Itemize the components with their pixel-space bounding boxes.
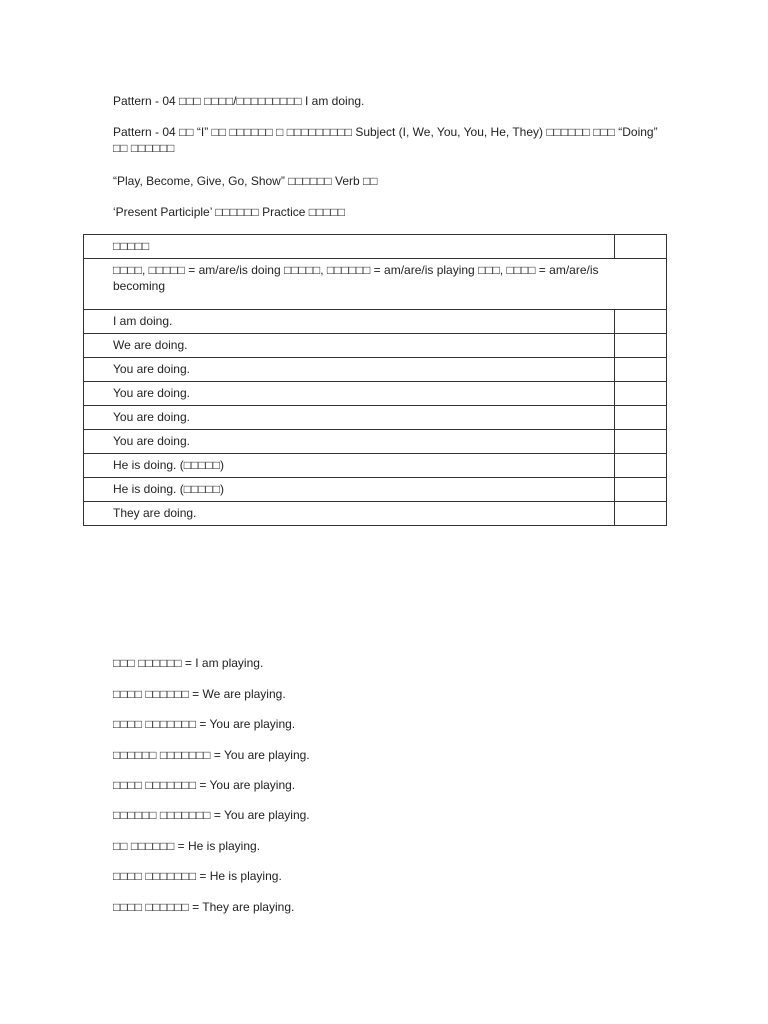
table-row xyxy=(84,430,667,454)
table-row xyxy=(84,502,667,526)
table-side-cell xyxy=(615,454,667,478)
table-row xyxy=(84,454,667,478)
table-side-cell xyxy=(615,310,667,334)
table-example-cell: □□□□, □□□□□ = am/are/is doing □□□□□, □□□□□□ = am/are/is playing □□□, □□□□ = am/are/is becoming xyxy=(84,259,667,310)
table-cell: I am doing. xyxy=(84,310,615,334)
table-side-cell xyxy=(615,235,667,259)
intro-line-4: ‘Present Participle’ □□□□□□ Practice □□□□□ xyxy=(113,205,346,219)
table-example-row xyxy=(84,259,667,310)
practice-line: □□□□ □□□□□□ = We are playing. xyxy=(113,687,286,701)
table-cell: You are doing. xyxy=(84,382,615,406)
table-side-cell xyxy=(615,406,667,430)
table-side-cell xyxy=(615,430,667,454)
table-row xyxy=(84,358,667,382)
table-row xyxy=(84,478,667,502)
table-side-cell xyxy=(615,358,667,382)
practice-line: □□□ □□□□□□ = I am playing. xyxy=(113,656,264,670)
table-cell: He is doing. (□□□□□) xyxy=(84,478,615,502)
table-cell: They are doing. xyxy=(84,502,615,526)
table-side-cell xyxy=(615,502,667,526)
practice-table xyxy=(83,234,667,526)
table-header-cell: □□□□□ xyxy=(84,235,615,259)
practice-line: □□□□ □□□□□□□ = You are playing. xyxy=(113,717,296,731)
practice-line: □□□□□□ □□□□□□□ = You are playing. xyxy=(113,808,310,822)
intro-line-2: Pattern - 04 □□ “I” □□ □□□□□□ □ □□□□□□□□□ Subject (I, We, You, You, He, They) □□□□□□ □□□ “Doing” □□ □□□□□□ xyxy=(113,125,658,155)
table-side-cell xyxy=(615,478,667,502)
intro-line-3: “Play, Become, Give, Go, Show” □□□□□□ Verb □□ xyxy=(113,174,378,188)
table-row xyxy=(84,406,667,430)
table-header-row xyxy=(84,235,667,259)
practice-line: □□□□ □□□□□□□ = You are playing. xyxy=(113,778,296,792)
table-row xyxy=(84,310,667,334)
table-cell: We are doing. xyxy=(84,334,615,358)
table-side-cell xyxy=(615,334,667,358)
intro-line-1: Pattern - 04 □□□ □□□□/□□□□□□□□□ I am doing. xyxy=(113,94,365,108)
practice-line: □□□□□□ □□□□□□□ = You are playing. xyxy=(113,748,310,762)
table-row xyxy=(84,382,667,406)
table-side-cell xyxy=(615,382,667,406)
table-cell: He is doing. (□□□□□) xyxy=(84,454,615,478)
practice-line: □□□□ □□□□□□ = They are playing. xyxy=(113,900,295,914)
table-cell: You are doing. xyxy=(84,358,615,382)
table-cell: You are doing. xyxy=(84,430,615,454)
table-row xyxy=(84,334,667,358)
practice-line: □□□□ □□□□□□□ = He is playing. xyxy=(113,869,282,883)
practice-line: □□ □□□□□□ = He is playing. xyxy=(113,839,261,853)
table-cell: You are doing. xyxy=(84,406,615,430)
